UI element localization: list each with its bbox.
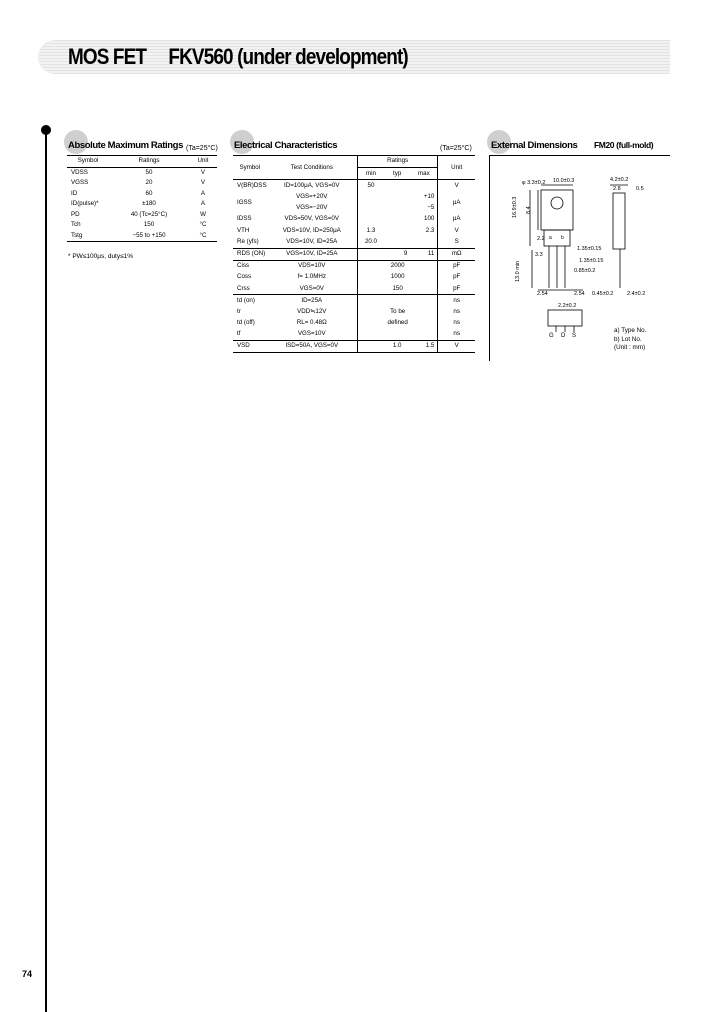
unit-cell: A [200, 200, 206, 208]
elec-condition: (Ta=25°C) [440, 145, 472, 152]
dim-1-35-a: 1.35±0.15 [577, 246, 602, 252]
dim-0-85: 0.85±0.2 [574, 268, 596, 274]
elec-title: Electrical Characteristics [234, 140, 338, 151]
abs-max-title: Absolute Maximum Ratings [68, 140, 183, 151]
column-header: Symbol [233, 156, 267, 180]
dim-8-4: 8.4 [526, 206, 532, 214]
typ-cell: 150 [357, 283, 437, 295]
condition-cell: VGS=10V, ID=25A [267, 248, 358, 260]
dim-3-3: 3.3 [535, 252, 543, 258]
symbol-cell: VDSS [71, 168, 88, 176]
mark-label-b: b [561, 235, 564, 241]
abs-max-footnote: * PW≤100μs, duty≤1% [68, 253, 134, 260]
symbol-cell: ID [71, 189, 78, 197]
dim-pitch-1: 2.54 [537, 291, 548, 297]
symbol-cell: RDS (ON) [233, 248, 267, 260]
unit-cell: ns [438, 329, 475, 341]
symbol-cell: IDSS [237, 215, 252, 223]
column-header: Unit [189, 156, 217, 168]
condition-cell: VGS=−20V [296, 204, 328, 212]
unit-cell: °C [199, 221, 207, 229]
rating-cell: 40 (Tc=25°C) [130, 210, 168, 218]
legend-lot-no: b) Lot No. [614, 335, 642, 343]
part-title: FKV560 (under development) [168, 44, 408, 69]
condition-cell: VGS=0V [299, 284, 324, 292]
condition-cell: VGS=+20V [296, 193, 328, 201]
typ-cell: 2000 [357, 260, 437, 272]
typ-cell: 1000 [357, 272, 437, 283]
unit-cell: μA [438, 192, 475, 214]
symbol-cell: tf [237, 330, 241, 338]
symbol-cell: VSD [233, 341, 267, 353]
category-label: MOS FET [68, 44, 147, 69]
unit-cell: ns [438, 318, 475, 329]
column-header: Ratings [357, 156, 437, 168]
dim-pitch-2: 2.54 [574, 291, 585, 297]
min-cell: 20.0 [357, 236, 384, 248]
legend-unit: (Unit : mm) [614, 344, 646, 351]
max-cell: 100 [424, 215, 435, 223]
symbol-cell: VGSS [71, 179, 89, 187]
condition-cell: ID=25A [267, 295, 358, 307]
rating-cell: 60 [145, 189, 153, 197]
unit-cell: ns [438, 306, 475, 317]
condition-cell: ISD=50A, VGS=0V [267, 341, 358, 353]
unit-cell: V [438, 180, 475, 192]
rating-cell: 50 [145, 168, 153, 176]
condition-cell: VDS=50V, VGS=0V [284, 215, 339, 223]
condition-cell: f= 1.0MHz [297, 273, 326, 281]
dim-width: 10.0±0.3 [553, 178, 575, 184]
unit-cell: pF [438, 260, 475, 272]
column-header: Unit [438, 156, 475, 180]
column-header: Ratings [109, 156, 189, 168]
rating-cell: −55 to +150 [132, 231, 166, 239]
dim-1-35-b: 1.35±0.15 [579, 258, 604, 264]
symbol-cell: Ciss [233, 260, 267, 272]
package-lower-body [544, 230, 570, 246]
max-cell: 2.3 [425, 226, 435, 234]
unit-cell: °C [199, 231, 207, 239]
mark-label-a: a [549, 235, 552, 241]
max-cell: 1.5 [410, 341, 438, 353]
column-header: min [357, 168, 384, 180]
dim-2-2-b: 2.2±0.2 [558, 303, 577, 309]
dim-hole: φ 3.3±0.2 [522, 180, 546, 186]
symbol-cell: td (on) [233, 295, 267, 307]
symbol-cell: V(BR)DSS [237, 181, 267, 189]
dim-2-2: 2.2 [537, 236, 545, 242]
max-cell: +10 [423, 193, 435, 201]
typ-cell: 9 [384, 248, 410, 260]
unit-cell: ns [438, 295, 475, 307]
symbol-cell: IGSS [237, 198, 252, 206]
symbol-cell: Re (yfs) [237, 237, 259, 245]
pin-label-source: S [572, 333, 577, 339]
unit-cell: pF [438, 272, 475, 283]
max-cell: −5 [427, 204, 435, 212]
unit-cell: V [438, 225, 475, 236]
column-header: Test Conditions [267, 156, 358, 180]
unit-cell: A [200, 189, 206, 197]
min-cell: 1.3 [357, 225, 384, 236]
pin-label-gate: G [549, 333, 554, 339]
dim-0-5: 0.5 [636, 186, 644, 192]
unit-cell: pF [438, 283, 475, 295]
min-cell: 50 [357, 180, 384, 192]
condition-cell: VDS=10V, ID=25A [286, 237, 338, 245]
max-cell: 11 [410, 248, 438, 260]
symbol-cell: td (off) [237, 319, 255, 327]
symbol-cell: Crss [237, 284, 250, 292]
symbol-cell: Tstg [71, 231, 83, 239]
column-header: Symbol [67, 156, 109, 168]
symbol-cell: PD [71, 210, 80, 218]
dim-thick: 4.2±0.2 [610, 177, 629, 183]
legend-type-no: a) Type No. [614, 327, 647, 334]
unit-cell: V [200, 168, 206, 176]
unit-cell: S [438, 236, 475, 248]
dim-0-45: 0.45±0.2 [592, 291, 614, 297]
unit-cell: V [200, 179, 206, 187]
ext-dims-package: FM20 (full-mold) [594, 140, 654, 150]
column-header: max [410, 168, 438, 180]
unit-cell: mΩ [438, 248, 475, 260]
ext-dims-title: External Dimensions [491, 140, 578, 151]
symbol-cell: VTH [237, 226, 250, 234]
condition-cell: VDD≒12V [297, 307, 327, 315]
page-number: 74 [22, 969, 33, 979]
dim-2-4: 2.4±0.2 [627, 291, 646, 297]
unit-cell: W [200, 210, 206, 218]
symbol-cell: tr [237, 307, 241, 315]
symbol-cell: Tch [71, 221, 81, 229]
ext-dims-legend [614, 327, 646, 353]
unit-cell: V [438, 341, 475, 353]
symbol-cell: ID(pulse)* [71, 200, 99, 208]
dim-16-9: 16.9±0.3 [512, 196, 518, 218]
rating-cell: ±180 [142, 200, 156, 208]
condition-cell: VDS=10V [267, 260, 358, 272]
condition-cell: ID=100μA, VGS=0V [284, 181, 340, 189]
rating-note: defined [357, 318, 437, 329]
condition-cell: RL= 0.48Ω [296, 319, 327, 327]
column-header: typ [384, 168, 410, 180]
condition-cell: VGS=10V [297, 330, 326, 338]
mounting-hole [551, 197, 563, 209]
rating-cell: 150 [143, 221, 155, 229]
package-side-view [613, 193, 625, 249]
dim-2-8: 2.8 [613, 186, 621, 192]
package-body [541, 190, 573, 230]
rating-cell: 20 [145, 179, 153, 187]
rating-note: To be [357, 306, 437, 317]
condition-cell: VDS=10V, ID=250μA [282, 226, 341, 234]
pin-view-body [548, 310, 582, 326]
abs-max-condition: (Ta=25°C) [186, 145, 218, 152]
symbol-cell: Coss [237, 273, 252, 281]
unit-cell: μA [438, 214, 475, 225]
dim-lead-length: 13.0 min [515, 260, 521, 282]
typ-cell: 1.0 [384, 341, 410, 353]
pin-label-drain: D [561, 333, 566, 339]
